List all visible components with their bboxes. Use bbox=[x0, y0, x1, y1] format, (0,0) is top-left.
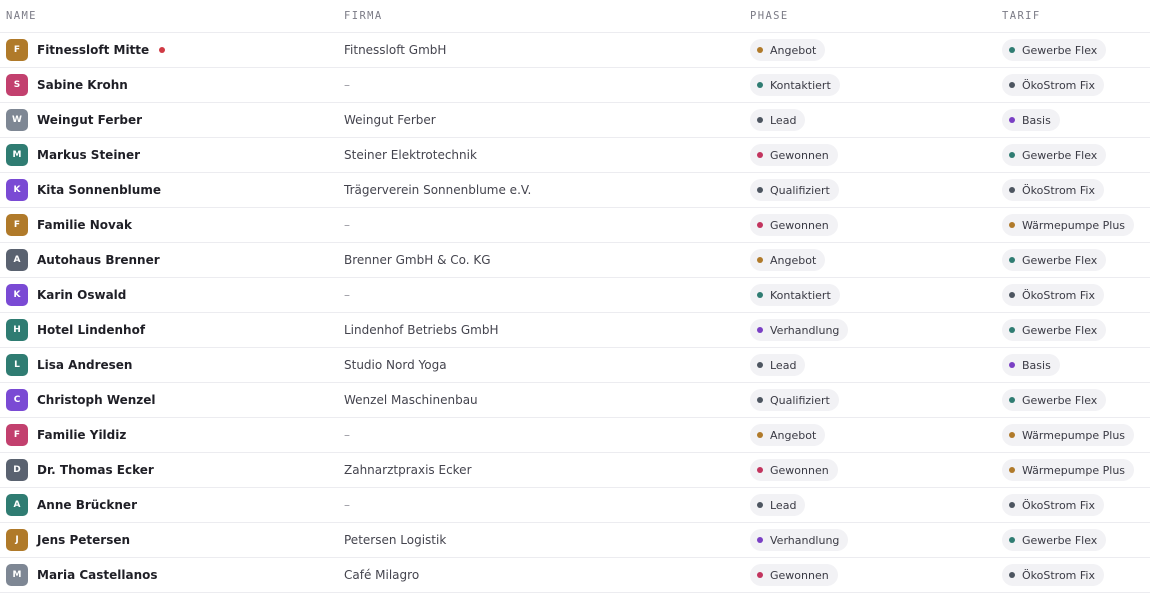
avatar: F bbox=[6, 214, 28, 236]
phase-badge[interactable] bbox=[750, 389, 839, 411]
firma-cell bbox=[344, 313, 499, 347]
firma-cell bbox=[344, 138, 477, 172]
table-row[interactable] bbox=[0, 418, 1150, 453]
phase-label: Qualifiziert bbox=[770, 183, 830, 197]
name-cell bbox=[6, 313, 145, 347]
phase-cell bbox=[750, 418, 825, 452]
tarif-label: Wärmepumpe Plus bbox=[1022, 218, 1126, 232]
table-body bbox=[0, 33, 1150, 593]
avatar: L bbox=[6, 354, 28, 376]
tarif-cell bbox=[1002, 523, 1106, 557]
status-dot-icon bbox=[1009, 152, 1015, 158]
phase-badge[interactable] bbox=[750, 354, 805, 376]
phase-cell bbox=[750, 173, 839, 207]
tarif-cell bbox=[1002, 243, 1106, 277]
avatar: K bbox=[6, 179, 28, 201]
phase-badge[interactable] bbox=[750, 39, 825, 61]
table-row[interactable] bbox=[0, 208, 1150, 243]
table-row[interactable] bbox=[0, 103, 1150, 138]
name-cell bbox=[6, 243, 160, 277]
firma-cell bbox=[344, 418, 350, 452]
status-dot-icon bbox=[757, 327, 763, 333]
status-dot-icon bbox=[1009, 537, 1015, 543]
name-cell bbox=[6, 33, 165, 67]
tarif-badge[interactable] bbox=[1002, 389, 1106, 411]
name-cell bbox=[6, 138, 140, 172]
phase-cell bbox=[750, 383, 839, 417]
firma-cell bbox=[344, 348, 447, 382]
phase-badge[interactable] bbox=[750, 74, 840, 96]
phase-cell bbox=[750, 348, 805, 382]
phase-label: Gewonnen bbox=[770, 148, 829, 162]
customer-name[interactable]: Christoph Wenzel bbox=[37, 393, 156, 407]
status-dot-icon bbox=[1009, 502, 1015, 508]
status-dot-icon bbox=[1009, 117, 1015, 123]
firma-cell bbox=[344, 103, 436, 137]
status-dot-icon bbox=[1009, 327, 1015, 333]
tarif-badge[interactable] bbox=[1002, 39, 1106, 61]
company-name: – bbox=[344, 288, 350, 302]
phase-cell bbox=[750, 33, 825, 67]
avatar: A bbox=[6, 249, 28, 271]
status-dot-icon bbox=[1009, 467, 1015, 473]
status-dot-icon bbox=[1009, 397, 1015, 403]
phase-cell bbox=[750, 103, 805, 137]
phase-badge[interactable] bbox=[750, 179, 839, 201]
firma-cell bbox=[344, 173, 531, 207]
phase-cell bbox=[750, 208, 838, 242]
tarif-label: Gewerbe Flex bbox=[1022, 393, 1098, 407]
tarif-badge[interactable] bbox=[1002, 109, 1060, 131]
column-header-firma[interactable]: FIRMA bbox=[344, 9, 383, 22]
status-dot-icon bbox=[757, 572, 763, 578]
tarif-cell bbox=[1002, 348, 1060, 382]
phase-badge[interactable] bbox=[750, 109, 805, 131]
company-name: – bbox=[344, 78, 350, 92]
avatar: C bbox=[6, 389, 28, 411]
table-header bbox=[0, 0, 1150, 33]
customer-name[interactable]: Kita Sonnenblume bbox=[37, 183, 161, 197]
firma-cell bbox=[344, 208, 350, 242]
tarif-label: Gewerbe Flex bbox=[1022, 323, 1098, 337]
status-dot-icon bbox=[757, 432, 763, 438]
tarif-badge[interactable] bbox=[1002, 214, 1134, 236]
phase-cell bbox=[750, 278, 840, 312]
company-name: – bbox=[344, 428, 350, 442]
phase-cell bbox=[750, 313, 848, 347]
phase-badge[interactable] bbox=[750, 529, 848, 551]
table-row[interactable] bbox=[0, 558, 1150, 593]
status-dot-icon bbox=[757, 397, 763, 403]
name-cell bbox=[6, 488, 137, 522]
tarif-badge[interactable] bbox=[1002, 494, 1104, 516]
table-row[interactable] bbox=[0, 173, 1150, 208]
tarif-cell bbox=[1002, 453, 1134, 487]
tarif-badge[interactable] bbox=[1002, 179, 1104, 201]
company-name: Fitnessloft GmbH bbox=[344, 43, 447, 57]
phase-cell bbox=[750, 243, 825, 277]
tarif-badge[interactable] bbox=[1002, 284, 1104, 306]
status-dot-icon bbox=[1009, 222, 1015, 228]
phase-badge[interactable] bbox=[750, 564, 838, 586]
tarif-badge[interactable] bbox=[1002, 354, 1060, 376]
status-dot-icon bbox=[1009, 572, 1015, 578]
phase-cell bbox=[750, 68, 840, 102]
table-row[interactable] bbox=[0, 488, 1150, 523]
name-cell bbox=[6, 418, 126, 452]
phase-badge[interactable] bbox=[750, 319, 848, 341]
phase-label: Lead bbox=[770, 113, 797, 127]
tarif-label: Gewerbe Flex bbox=[1022, 253, 1098, 267]
company-name: Petersen Logistik bbox=[344, 533, 447, 547]
table-row[interactable] bbox=[0, 33, 1150, 68]
avatar: J bbox=[6, 529, 28, 551]
tarif-cell bbox=[1002, 313, 1106, 347]
tarif-badge[interactable] bbox=[1002, 459, 1134, 481]
table-row[interactable] bbox=[0, 383, 1150, 418]
company-name: – bbox=[344, 498, 350, 512]
customer-name[interactable]: Dr. Thomas Ecker bbox=[37, 463, 154, 477]
company-name: Brenner GmbH & Co. KG bbox=[344, 253, 491, 267]
phase-label: Angebot bbox=[770, 428, 817, 442]
avatar: F bbox=[6, 39, 28, 61]
name-cell bbox=[6, 348, 132, 382]
table-row[interactable] bbox=[0, 523, 1150, 558]
firma-cell bbox=[344, 33, 446, 67]
tarif-cell bbox=[1002, 138, 1106, 172]
customer-name[interactable]: Jens Petersen bbox=[37, 533, 131, 547]
phase-badge[interactable] bbox=[750, 494, 805, 516]
phase-cell bbox=[750, 523, 848, 557]
firma-cell bbox=[344, 243, 491, 277]
company-name: Café Milagro bbox=[344, 568, 420, 582]
phase-cell bbox=[750, 453, 838, 487]
table-row[interactable] bbox=[0, 348, 1150, 383]
phase-badge[interactable] bbox=[750, 284, 840, 306]
phase-label: Lead bbox=[770, 358, 797, 372]
customer-name[interactable]: Lisa Andresen bbox=[37, 358, 133, 372]
name-cell bbox=[6, 278, 126, 312]
tarif-label: Gewerbe Flex bbox=[1022, 148, 1098, 162]
status-dot-icon bbox=[757, 47, 763, 53]
customer-name[interactable]: Hotel Lindenhof bbox=[37, 323, 146, 337]
phase-label: Lead bbox=[770, 498, 797, 512]
avatar: W bbox=[6, 109, 28, 131]
customer-name[interactable]: Maria Castellanos bbox=[37, 568, 158, 582]
phase-badge[interactable] bbox=[750, 424, 825, 446]
status-dot-icon bbox=[757, 362, 763, 368]
tarif-cell bbox=[1002, 558, 1104, 592]
avatar: K bbox=[6, 284, 28, 306]
phase-label: Angebot bbox=[770, 43, 817, 57]
phase-label: Gewonnen bbox=[770, 568, 829, 582]
name-cell bbox=[6, 208, 132, 242]
tarif-cell bbox=[1002, 68, 1104, 102]
firma-cell bbox=[344, 558, 419, 592]
tarif-cell bbox=[1002, 278, 1104, 312]
phase-badge[interactable] bbox=[750, 214, 838, 236]
tarif-badge[interactable] bbox=[1002, 319, 1106, 341]
company-name: Lindenhof Betriebs GmbH bbox=[344, 323, 499, 337]
status-dot-icon bbox=[757, 502, 763, 508]
table-row[interactable] bbox=[0, 453, 1150, 488]
customer-name[interactable]: Autohaus Brenner bbox=[37, 253, 160, 267]
avatar: S bbox=[6, 74, 28, 96]
phase-cell bbox=[750, 488, 805, 522]
tarif-cell bbox=[1002, 173, 1104, 207]
firma-cell bbox=[344, 453, 472, 487]
phase-label: Angebot bbox=[770, 253, 817, 267]
status-dot-icon bbox=[757, 117, 763, 123]
status-dot-icon bbox=[1009, 362, 1015, 368]
name-cell bbox=[6, 523, 130, 557]
status-dot-icon bbox=[1009, 82, 1015, 88]
table-row[interactable] bbox=[0, 138, 1150, 173]
tarif-label: Gewerbe Flex bbox=[1022, 533, 1098, 547]
phase-label: Gewonnen bbox=[770, 463, 829, 477]
phase-badge[interactable] bbox=[750, 459, 838, 481]
company-name: – bbox=[344, 218, 350, 232]
avatar: D bbox=[6, 459, 28, 481]
status-dot-icon bbox=[757, 152, 763, 158]
tarif-label: ÖkoStrom Fix bbox=[1022, 568, 1095, 582]
table-row[interactable] bbox=[0, 68, 1150, 103]
status-dot-icon bbox=[757, 537, 763, 543]
status-dot-icon bbox=[757, 82, 763, 88]
company-name: Steiner Elektrotechnik bbox=[344, 148, 477, 162]
name-cell bbox=[6, 68, 128, 102]
tarif-label: Wärmepumpe Plus bbox=[1022, 463, 1126, 477]
phase-label: Verhandlung bbox=[770, 533, 840, 547]
phase-cell bbox=[750, 558, 838, 592]
avatar: A bbox=[6, 494, 28, 516]
company-name: Zahnarztpraxis Ecker bbox=[344, 463, 472, 477]
name-cell bbox=[6, 558, 158, 592]
avatar: M bbox=[6, 144, 28, 166]
status-dot-icon bbox=[757, 187, 763, 193]
tarif-label: Wärmepumpe Plus bbox=[1022, 428, 1126, 442]
customer-name[interactable]: Familie Novak bbox=[37, 218, 132, 232]
phase-label: Kontaktiert bbox=[770, 288, 831, 302]
firma-cell bbox=[344, 488, 350, 522]
phase-badge[interactable] bbox=[750, 249, 825, 271]
tarif-label: Basis bbox=[1022, 113, 1051, 127]
tarif-badge[interactable] bbox=[1002, 529, 1106, 551]
firma-cell bbox=[344, 383, 478, 417]
phase-label: Kontaktiert bbox=[770, 78, 831, 92]
status-dot-icon bbox=[757, 257, 763, 263]
name-cell bbox=[6, 103, 142, 137]
customer-name[interactable]: Sabine Krohn bbox=[37, 78, 128, 92]
column-header-phase[interactable]: PHASE bbox=[750, 9, 789, 22]
customer-name[interactable]: Markus Steiner bbox=[37, 148, 141, 162]
status-dot-icon bbox=[1009, 292, 1015, 298]
notification-dot bbox=[159, 47, 165, 53]
phase-label: Verhandlung bbox=[770, 323, 840, 337]
tarif-cell bbox=[1002, 208, 1134, 242]
column-header-tarif[interactable]: TARIF bbox=[1002, 9, 1041, 22]
column-header-name[interactable]: NAME bbox=[6, 9, 37, 22]
table-row[interactable] bbox=[0, 278, 1150, 313]
firma-cell bbox=[344, 278, 350, 312]
customer-name[interactable]: Fitnessloft Mitte bbox=[37, 43, 150, 57]
company-name: Weingut Ferber bbox=[344, 113, 436, 127]
phase-label: Gewonnen bbox=[770, 218, 829, 232]
tarif-label: ÖkoStrom Fix bbox=[1022, 183, 1095, 197]
name-cell bbox=[6, 453, 154, 487]
tarif-badge[interactable] bbox=[1002, 424, 1134, 446]
tarif-label: ÖkoStrom Fix bbox=[1022, 498, 1095, 512]
phase-badge[interactable] bbox=[750, 144, 838, 166]
tarif-cell bbox=[1002, 33, 1106, 67]
company-name: Wenzel Maschinenbau bbox=[344, 393, 478, 407]
tarif-label: Basis bbox=[1022, 358, 1051, 372]
tarif-label: Gewerbe Flex bbox=[1022, 43, 1098, 57]
tarif-badge[interactable] bbox=[1002, 144, 1106, 166]
status-dot-icon bbox=[1009, 187, 1015, 193]
tarif-cell bbox=[1002, 418, 1134, 452]
customer-name[interactable]: Anne Brückner bbox=[37, 498, 137, 512]
name-cell bbox=[6, 383, 156, 417]
table-row[interactable] bbox=[0, 243, 1150, 278]
tarif-badge[interactable] bbox=[1002, 74, 1104, 96]
status-dot-icon bbox=[1009, 47, 1015, 53]
tarif-label: ÖkoStrom Fix bbox=[1022, 78, 1095, 92]
tarif-cell bbox=[1002, 103, 1060, 137]
phase-label: Qualifiziert bbox=[770, 393, 830, 407]
status-dot-icon bbox=[757, 467, 763, 473]
company-name: Trägerverein Sonnenblume e.V. bbox=[344, 183, 532, 197]
customer-name[interactable]: Karin Oswald bbox=[37, 288, 127, 302]
tarif-label: ÖkoStrom Fix bbox=[1022, 288, 1095, 302]
avatar: M bbox=[6, 564, 28, 586]
tarif-badge[interactable] bbox=[1002, 249, 1106, 271]
status-dot-icon bbox=[757, 222, 763, 228]
status-dot-icon bbox=[757, 292, 763, 298]
tarif-cell bbox=[1002, 488, 1104, 522]
firma-cell bbox=[344, 523, 446, 557]
tarif-badge[interactable] bbox=[1002, 564, 1104, 586]
customer-name[interactable]: Familie Yildiz bbox=[37, 428, 127, 442]
name-cell bbox=[6, 173, 161, 207]
avatar: H bbox=[6, 319, 28, 341]
tarif-cell bbox=[1002, 383, 1106, 417]
status-dot-icon bbox=[1009, 432, 1015, 438]
status-dot-icon bbox=[1009, 257, 1015, 263]
avatar: F bbox=[6, 424, 28, 446]
firma-cell bbox=[344, 68, 350, 102]
phase-cell bbox=[750, 138, 838, 172]
company-name: Studio Nord Yoga bbox=[344, 358, 447, 372]
customer-name[interactable]: Weingut Ferber bbox=[37, 113, 143, 127]
table-row[interactable] bbox=[0, 313, 1150, 348]
